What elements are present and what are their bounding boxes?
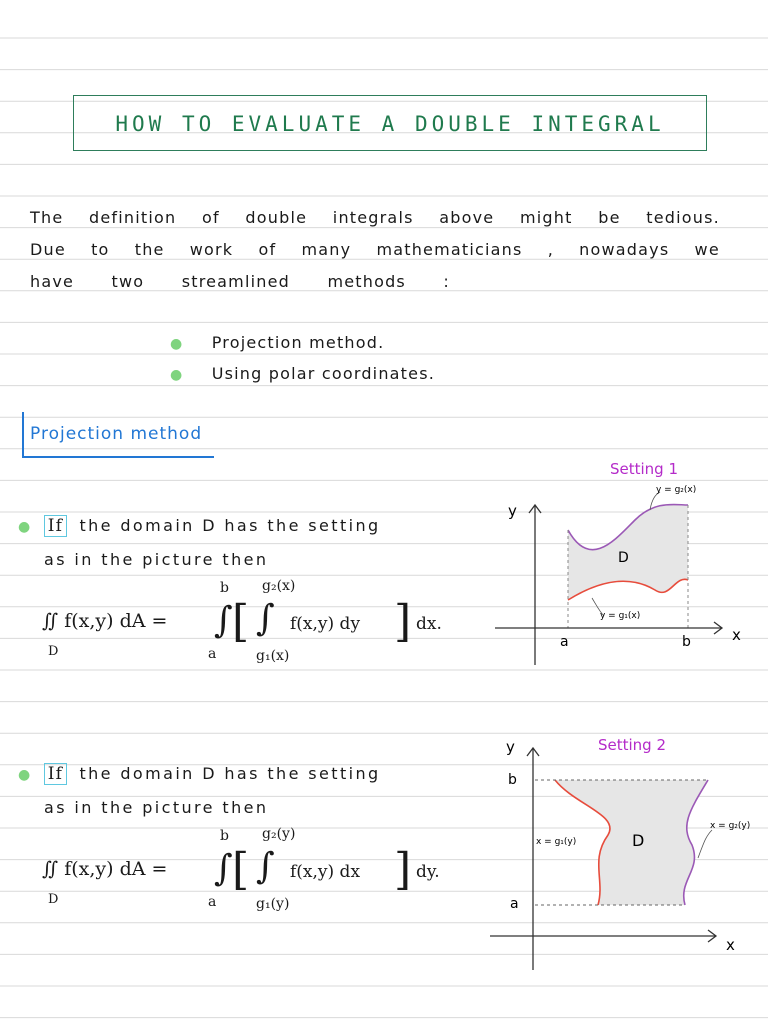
region-label: D [618,550,629,566]
page-title: HOW TO EVALUATE A DOUBLE INTEGRAL [115,112,665,136]
bullet-icon: ● [170,336,184,352]
a-label: a [510,896,519,912]
case1-inner-upper: g₂(x) [262,578,296,594]
case2-right-bracket: ] [394,844,412,895]
word: of [201,208,220,227]
case2-outer-upper: b [220,828,229,844]
case2-line-1 [18,764,381,784]
intro-line-2 [30,240,720,259]
figure2-title: Setting 2 [598,736,667,754]
word: double [245,208,308,227]
word: streamlined [181,272,290,291]
case2-line-2: as in the picture then [44,798,269,817]
method-item-polar [170,364,435,383]
case2-lhs: ∬ f(x,y) dA = [42,858,168,880]
a-label: a [560,634,569,650]
bullet-icon: ● [18,767,32,783]
case1-inner-lower: g₁(x) [256,648,290,664]
if-label: If [44,515,67,537]
section-heading: Projection method [30,424,203,444]
word: the [134,240,165,259]
case1-line-2: as in the picture then [44,550,269,569]
intro-line-1 [30,208,720,227]
method-item-projection [170,333,384,352]
word: work [189,240,234,259]
word: of [258,240,277,259]
word: definition [89,208,177,227]
x-axis-label: x [732,626,741,644]
region-label: D [632,831,645,850]
word: many [301,240,352,259]
word: might [519,208,573,227]
word: have [30,272,75,291]
b-label: b [508,772,517,788]
right-label-leader [698,830,712,858]
case1-right-bracket: ] [394,596,412,647]
case1-outer-integral: ∫ [214,600,233,641]
heading-bracket [22,412,24,457]
word: be [598,208,621,227]
method-label: Using polar coordinates. [211,364,436,383]
word: , [547,240,554,259]
figure1-title: Setting 1 [610,460,679,478]
case1-lhs: ∬ f(x,y) dA = [42,610,168,632]
method-label: Projection method. [211,333,385,352]
case1-inner-integral: ∫ [256,598,275,639]
left-curve-label: x = g₁(y) [536,837,577,847]
case1-text: the domain D has the setting [79,516,381,535]
case2-integrand: f(x,y) dx [290,862,361,882]
case2-inner-integral: ∫ [256,846,275,887]
bullet-icon: ● [18,519,32,535]
y-axis-label: y [506,738,515,756]
case1-line-1 [18,516,381,536]
lower-curve-label: y = g₁(x) [600,611,641,621]
case2-outer-d: dy. [416,862,440,882]
case2-lhs-domain: D [48,892,59,907]
case1-outer-d: dx. [416,614,442,634]
bullet-icon: ● [170,367,184,383]
right-curve-label: x = g₂(y) [710,821,751,831]
b-label: b [682,634,691,650]
case2-outer-integral: ∫ [214,848,233,889]
word: Due [30,240,66,259]
case2-text: the domain D has the setting [79,764,381,783]
figure-setting-2 [480,730,768,975]
heading-underline [22,456,214,458]
case2-inner-upper: g₂(y) [262,826,296,842]
figure-setting-1 [480,450,768,680]
word: above [439,208,495,227]
word: two [111,272,145,291]
if-label: If [44,763,67,785]
case2-inner-lower: g₁(y) [256,896,290,912]
upper-curve-label: y = g₂(x) [656,485,697,495]
word: to [91,240,110,259]
word: : [443,272,450,291]
case1-integrand: f(x,y) dy [290,614,361,634]
word: methods [327,272,406,291]
word: tedious. [646,208,720,227]
y-axis-label: y [508,502,517,520]
case1-outer-upper: b [220,580,229,596]
word: we [694,240,720,259]
case2-outer-lower: a [208,894,217,910]
word: The [30,208,64,227]
case1-lhs-domain: D [48,644,59,659]
intro-line-3 [30,272,450,291]
case2-left-bracket: [ [232,844,250,895]
word: integrals [332,208,414,227]
case1-left-bracket: [ [232,596,250,647]
title-box [73,95,707,151]
word: nowadays [579,240,670,259]
x-axis-label: x [726,936,735,954]
word: mathematicians [376,240,523,259]
case1-outer-lower: a [208,646,217,662]
